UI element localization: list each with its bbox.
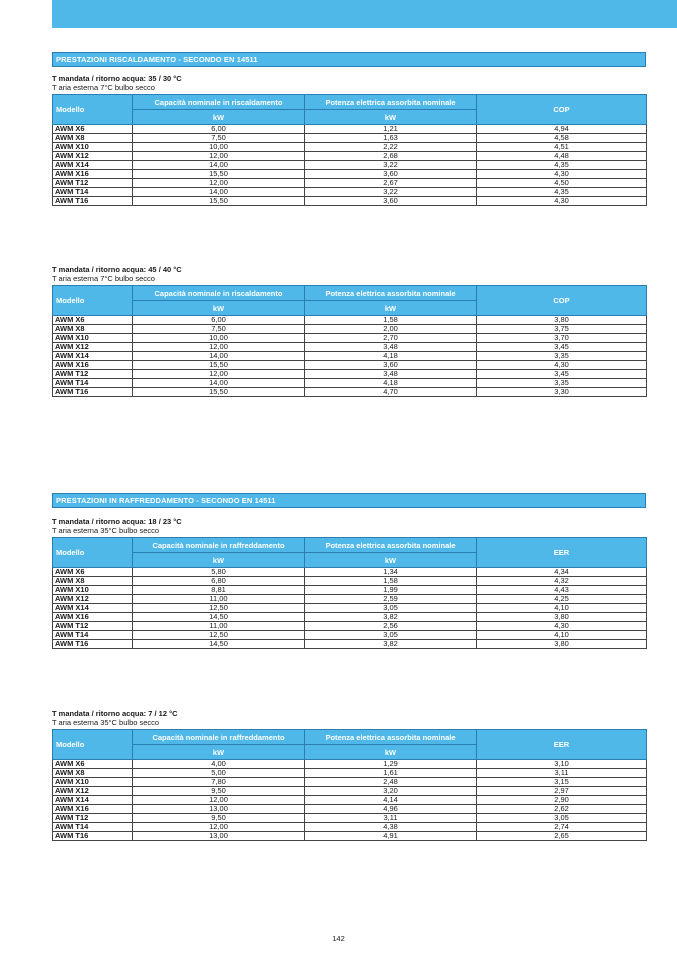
table-row [53, 832, 647, 841]
capacity-cell: 15,50 [133, 170, 305, 179]
efficiency-cell: 3,45 [477, 370, 647, 379]
capacity-cell: 7,50 [133, 325, 305, 334]
capacity-cell: 12,00 [133, 796, 305, 805]
model-cell: AWM X14 [53, 161, 133, 170]
capacity-cell: 9,50 [133, 787, 305, 796]
header-capacity: Capacità nominale in raffreddamento [133, 730, 305, 745]
header-row [53, 95, 647, 110]
power-cell: 4,70 [305, 388, 477, 397]
condition-title: T mandata / ritorno acqua: 45 / 40 °C [52, 265, 182, 274]
capacity-cell: 5,00 [133, 769, 305, 778]
cooling-table-7-12 [52, 709, 646, 841]
efficiency-cell: 4,35 [477, 161, 647, 170]
header-unit-power: kW [305, 553, 477, 568]
power-cell: 1,61 [305, 769, 477, 778]
model-cell: AWM X12 [53, 595, 133, 604]
capacity-cell: 12,00 [133, 179, 305, 188]
efficiency-cell: 3,35 [477, 379, 647, 388]
condition-subtitle: T aria esterna 35°C bulbo secco [52, 526, 160, 535]
capacity-cell: 15,50 [133, 388, 305, 397]
header-model: Modello [53, 730, 133, 760]
efficiency-cell: 3,10 [477, 760, 647, 769]
header-unit-capacity: kW [133, 745, 305, 760]
power-cell: 2,68 [305, 152, 477, 161]
model-cell: AWM X6 [53, 125, 133, 134]
model-cell: AWM T12 [53, 179, 133, 188]
performance-table [52, 285, 647, 397]
efficiency-cell: 3,30 [477, 388, 647, 397]
efficiency-cell: 4,51 [477, 143, 647, 152]
header-efficiency: EER [477, 538, 647, 568]
model-cell: AWM T16 [53, 388, 133, 397]
section-heating-title: PRESTAZIONI RISCALDAMENTO - SECONDO EN 14511 [52, 52, 646, 67]
model-cell: AWM T12 [53, 814, 133, 823]
condition-title: T mandata / ritorno acqua: 18 / 23 °C [52, 517, 182, 526]
efficiency-cell: 2,90 [477, 796, 647, 805]
capacity-cell: 12,00 [133, 343, 305, 352]
power-cell: 3,60 [305, 170, 477, 179]
header-power: Potenza elettrica assorbita nominale [305, 730, 477, 745]
model-cell: AWM X10 [53, 586, 133, 595]
capacity-cell: 14,00 [133, 379, 305, 388]
power-cell: 3,48 [305, 343, 477, 352]
model-cell: AWM T16 [53, 197, 133, 206]
capacity-cell: 9,50 [133, 814, 305, 823]
efficiency-cell: 4,94 [477, 125, 647, 134]
power-cell: 3,05 [305, 631, 477, 640]
efficiency-cell: 4,30 [477, 170, 647, 179]
efficiency-cell: 3,75 [477, 325, 647, 334]
power-cell: 2,56 [305, 622, 477, 631]
power-cell: 2,22 [305, 143, 477, 152]
capacity-cell: 12,00 [133, 370, 305, 379]
efficiency-cell: 2,97 [477, 787, 647, 796]
capacity-cell: 15,50 [133, 361, 305, 370]
model-cell: AWM X8 [53, 134, 133, 143]
capacity-cell: 13,00 [133, 805, 305, 814]
efficiency-cell: 2,62 [477, 805, 647, 814]
capacity-cell: 15,50 [133, 197, 305, 206]
header-unit-power: kW [305, 110, 477, 125]
power-cell: 1,63 [305, 134, 477, 143]
header-power: Potenza elettrica assorbita nominale [305, 538, 477, 553]
header-row [53, 286, 647, 301]
model-cell: AWM X16 [53, 805, 133, 814]
efficiency-cell: 3,05 [477, 814, 647, 823]
efficiency-cell: 2,74 [477, 823, 647, 832]
model-cell: AWM T14 [53, 823, 133, 832]
power-cell: 1,34 [305, 568, 477, 577]
model-cell: AWM X10 [53, 334, 133, 343]
power-cell: 1,99 [305, 586, 477, 595]
model-cell: AWM X16 [53, 613, 133, 622]
efficiency-cell: 4,48 [477, 152, 647, 161]
model-cell: AWM X12 [53, 343, 133, 352]
header-capacity: Capacità nominale in riscaldamento [133, 95, 305, 110]
efficiency-cell: 4,43 [477, 586, 647, 595]
heating-table-35-30 [52, 74, 646, 206]
header-unit-power: kW [305, 745, 477, 760]
efficiency-cell: 4,32 [477, 577, 647, 586]
efficiency-cell: 3,15 [477, 778, 647, 787]
power-cell: 1,58 [305, 577, 477, 586]
model-cell: AWM T14 [53, 188, 133, 197]
capacity-cell: 4,00 [133, 760, 305, 769]
model-cell: AWM X14 [53, 604, 133, 613]
efficiency-cell: 4,30 [477, 622, 647, 631]
efficiency-cell: 3,80 [477, 613, 647, 622]
efficiency-cell: 4,30 [477, 197, 647, 206]
power-cell: 2,67 [305, 179, 477, 188]
top-color-band [52, 0, 677, 28]
efficiency-cell: 4,34 [477, 568, 647, 577]
header-power: Potenza elettrica assorbita nominale [305, 286, 477, 301]
capacity-cell: 14,00 [133, 188, 305, 197]
power-cell: 1,29 [305, 760, 477, 769]
capacity-cell: 14,50 [133, 613, 305, 622]
power-cell: 4,18 [305, 352, 477, 361]
header-efficiency: EER [477, 730, 647, 760]
model-cell: AWM T14 [53, 379, 133, 388]
capacity-cell: 14,50 [133, 640, 305, 649]
efficiency-cell: 3,45 [477, 343, 647, 352]
condition-subtitle: T aria esterna 7°C bulbo secco [52, 83, 155, 92]
model-cell: AWM X12 [53, 152, 133, 161]
efficiency-cell: 4,10 [477, 604, 647, 613]
header-unit-capacity: kW [133, 553, 305, 568]
capacity-cell: 11,00 [133, 622, 305, 631]
efficiency-cell: 3,70 [477, 334, 647, 343]
power-cell: 4,18 [305, 379, 477, 388]
capacity-cell: 14,00 [133, 161, 305, 170]
capacity-cell: 11,00 [133, 595, 305, 604]
capacity-cell: 10,00 [133, 334, 305, 343]
efficiency-cell: 4,30 [477, 361, 647, 370]
performance-table [52, 94, 647, 206]
power-cell: 3,05 [305, 604, 477, 613]
model-cell: AWM X6 [53, 316, 133, 325]
table-row [53, 388, 647, 397]
capacity-cell: 8,81 [133, 586, 305, 595]
header-power: Potenza elettrica assorbita nominale [305, 95, 477, 110]
header-model: Modello [53, 95, 133, 125]
power-cell: 3,82 [305, 640, 477, 649]
power-cell: 2,00 [305, 325, 477, 334]
capacity-cell: 12,00 [133, 152, 305, 161]
capacity-cell: 10,00 [133, 143, 305, 152]
model-cell: AWM T12 [53, 370, 133, 379]
condition-subtitle: T aria esterna 35°C bulbo secco [52, 718, 160, 727]
power-cell: 4,91 [305, 832, 477, 841]
efficiency-cell: 4,50 [477, 179, 647, 188]
model-cell: AWM X12 [53, 787, 133, 796]
page-number: 142 [332, 934, 345, 943]
table-row [53, 197, 647, 206]
power-cell: 3,60 [305, 361, 477, 370]
performance-table [52, 537, 647, 649]
power-cell: 2,70 [305, 334, 477, 343]
efficiency-cell: 3,11 [477, 769, 647, 778]
efficiency-cell: 4,25 [477, 595, 647, 604]
efficiency-cell: 4,10 [477, 631, 647, 640]
header-row [53, 538, 647, 553]
capacity-cell: 5,80 [133, 568, 305, 577]
power-cell: 3,48 [305, 370, 477, 379]
capacity-cell: 6,00 [133, 316, 305, 325]
power-cell: 3,22 [305, 161, 477, 170]
model-cell: AWM X14 [53, 796, 133, 805]
model-cell: AWM T12 [53, 622, 133, 631]
capacity-cell: 12,00 [133, 823, 305, 832]
model-cell: AWM X14 [53, 352, 133, 361]
model-cell: AWM X8 [53, 577, 133, 586]
header-capacity: Capacità nominale in raffreddamento [133, 538, 305, 553]
header-unit-capacity: kW [133, 301, 305, 316]
power-cell: 1,21 [305, 125, 477, 134]
power-cell: 3,60 [305, 197, 477, 206]
power-cell: 2,59 [305, 595, 477, 604]
capacity-cell: 7,80 [133, 778, 305, 787]
power-cell: 1,58 [305, 316, 477, 325]
capacity-cell: 6,00 [133, 125, 305, 134]
condition-title: T mandata / ritorno acqua: 35 / 30 °C [52, 74, 182, 83]
condition-subtitle: T aria esterna 7°C bulbo secco [52, 274, 155, 283]
efficiency-cell: 3,35 [477, 352, 647, 361]
capacity-cell: 12,50 [133, 631, 305, 640]
capacity-cell: 14,00 [133, 352, 305, 361]
capacity-cell: 7,50 [133, 134, 305, 143]
header-efficiency: COP [477, 95, 647, 125]
performance-table [52, 729, 647, 841]
efficiency-cell: 2,65 [477, 832, 647, 841]
power-cell: 3,11 [305, 814, 477, 823]
model-cell: AWM X6 [53, 760, 133, 769]
model-cell: AWM X10 [53, 778, 133, 787]
model-cell: AWM X16 [53, 170, 133, 179]
capacity-cell: 12,50 [133, 604, 305, 613]
capacity-cell: 6,80 [133, 577, 305, 586]
model-cell: AWM X8 [53, 769, 133, 778]
section-cooling-title: PRESTAZIONI IN RAFFREDDAMENTO - SECONDO EN 14511 [52, 493, 646, 508]
header-unit-power: kW [305, 301, 477, 316]
header-efficiency: COP [477, 286, 647, 316]
header-model: Modello [53, 286, 133, 316]
power-cell: 3,22 [305, 188, 477, 197]
model-cell: AWM T14 [53, 631, 133, 640]
table-row [53, 640, 647, 649]
model-cell: AWM X16 [53, 361, 133, 370]
power-cell: 3,20 [305, 787, 477, 796]
capacity-cell: 13,00 [133, 832, 305, 841]
header-capacity: Capacità nominale in riscaldamento [133, 286, 305, 301]
condition-title: T mandata / ritorno acqua: 7 / 12 °C [52, 709, 178, 718]
model-cell: AWM T16 [53, 640, 133, 649]
power-cell: 4,14 [305, 796, 477, 805]
efficiency-cell: 4,58 [477, 134, 647, 143]
efficiency-cell: 3,80 [477, 640, 647, 649]
model-cell: AWM X8 [53, 325, 133, 334]
model-cell: AWM T16 [53, 832, 133, 841]
cooling-table-18-23 [52, 517, 646, 649]
header-model: Modello [53, 538, 133, 568]
header-unit-capacity: kW [133, 110, 305, 125]
heating-table-45-40 [52, 265, 646, 397]
header-row [53, 730, 647, 745]
power-cell: 3,82 [305, 613, 477, 622]
power-cell: 4,96 [305, 805, 477, 814]
efficiency-cell: 3,80 [477, 316, 647, 325]
model-cell: AWM X10 [53, 143, 133, 152]
model-cell: AWM X6 [53, 568, 133, 577]
efficiency-cell: 4,35 [477, 188, 647, 197]
power-cell: 2,48 [305, 778, 477, 787]
power-cell: 4,38 [305, 823, 477, 832]
